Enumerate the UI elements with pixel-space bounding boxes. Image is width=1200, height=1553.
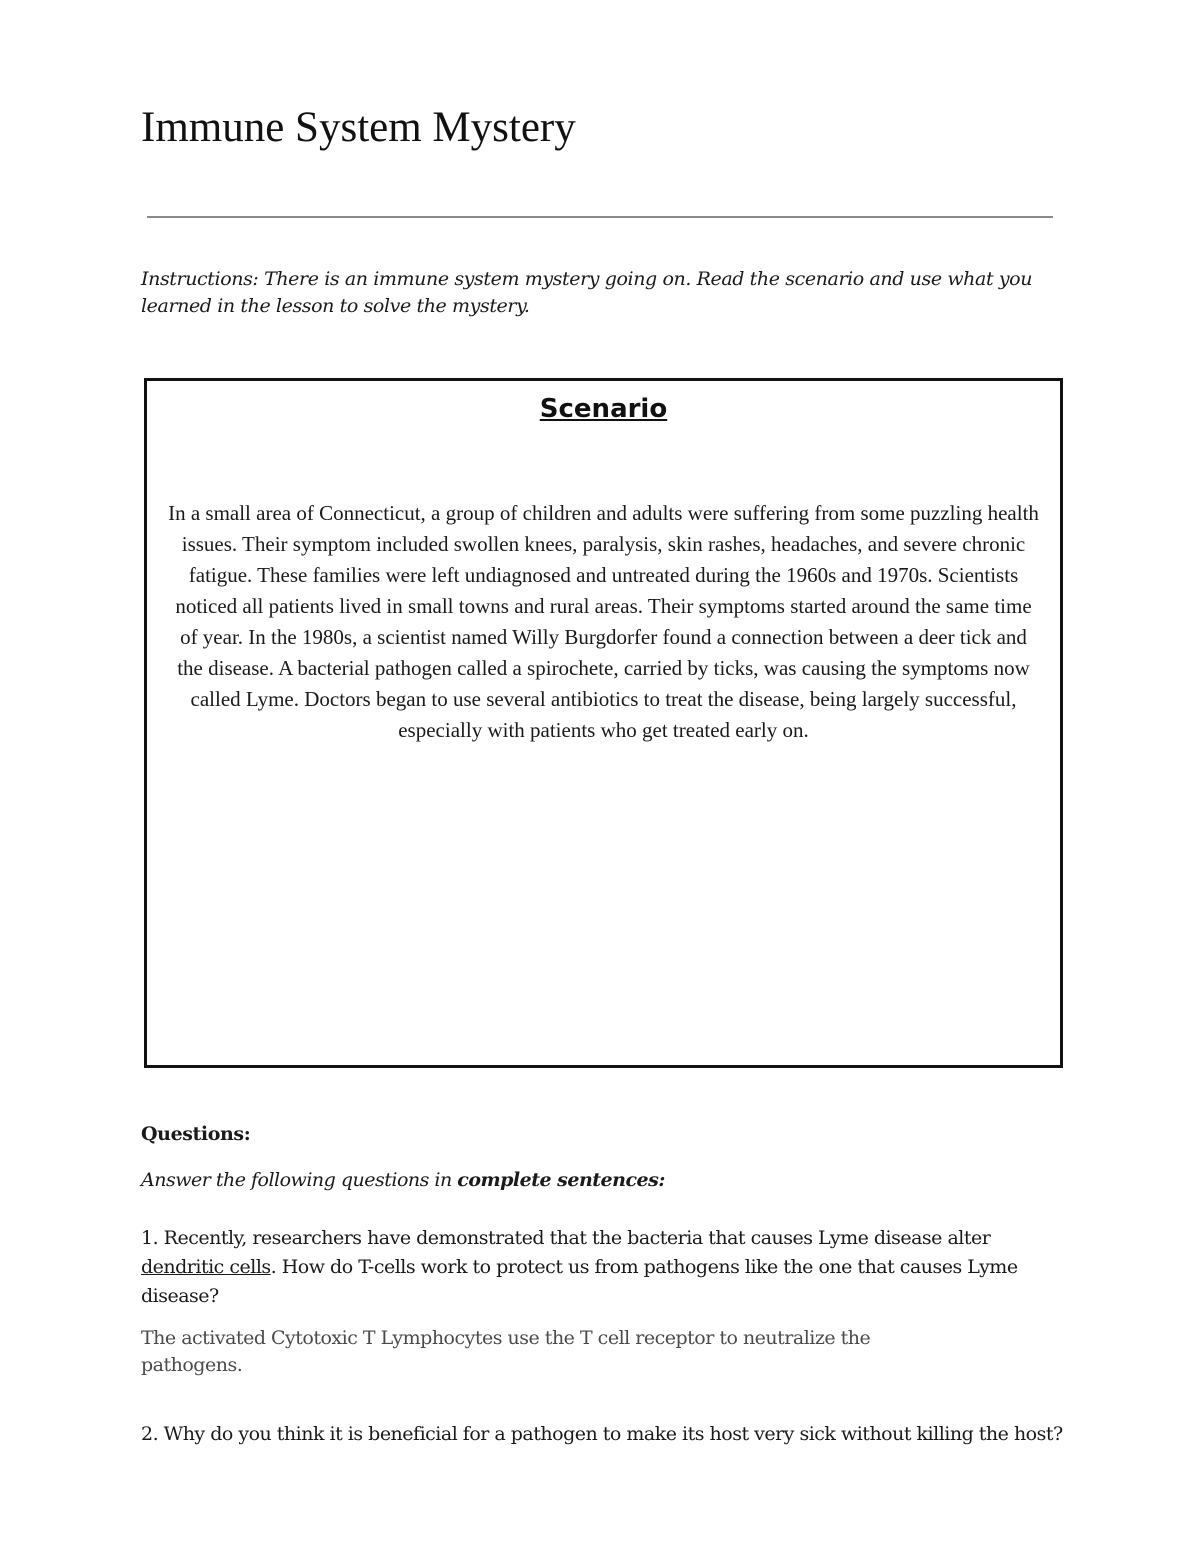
question-1-underlined-term: dendritic cells: [141, 1256, 271, 1278]
answer-instructions-emphasis: complete sentences:: [457, 1169, 665, 1191]
instructions-text: Instructions: There is an immune system mystery going on. Read the scenario and use what you learned in the lesson to solve the mystery.: [141, 268, 1033, 317]
questions-heading: Questions:: [141, 1123, 251, 1145]
scenario-body: In a small area of Connecticut, a group of children and adults were suffering from some puzzling health issues. Their symptom included swollen knees, paralysis, skin rashes, headaches, and severe chronic fatigue. These families were left undiagnosed and untreated during the 1960s and 1970s. Scientists noticed all patients lived in small towns and rural areas. Their symptoms started around the same time of year. In the 1980s, a scientist named Willy Burgdorfer found a connection between a deer tick and the disease. A bacterial pathogen called a spirochete, carried by ticks, was causing the symptoms now called Lyme. Doctors began to use several antibiotics to treat the disease, being largely successful, especially with patients who get treated early on.: [168, 501, 1039, 742]
document-title: Immune System Mystery: [141, 104, 576, 151]
question-1-text-before: 1. Recently, researchers have demonstrated that the bacteria that causes Lyme disease alter: [141, 1227, 991, 1249]
answer-instructions: [141, 1166, 665, 1194]
question-1: [141, 1224, 1076, 1311]
answer-instructions-prefix: Answer the following questions in: [141, 1169, 458, 1191]
title-divider: [147, 216, 1053, 218]
scenario-box: [144, 378, 1063, 1068]
question-2: 2. Why do you think it is beneficial for a pathogen to make its host very sick without killing the host?: [141, 1423, 1063, 1445]
scenario-heading: Scenario: [539, 394, 668, 424]
answer-1: The activated Cytotoxic T Lymphocytes use the T cell receptor to neutralize the pathogens.: [141, 1327, 871, 1376]
question-1-text-after: . How do T-cells work to protect us from pathogens like the one that causes Lyme disease?: [141, 1256, 1018, 1307]
